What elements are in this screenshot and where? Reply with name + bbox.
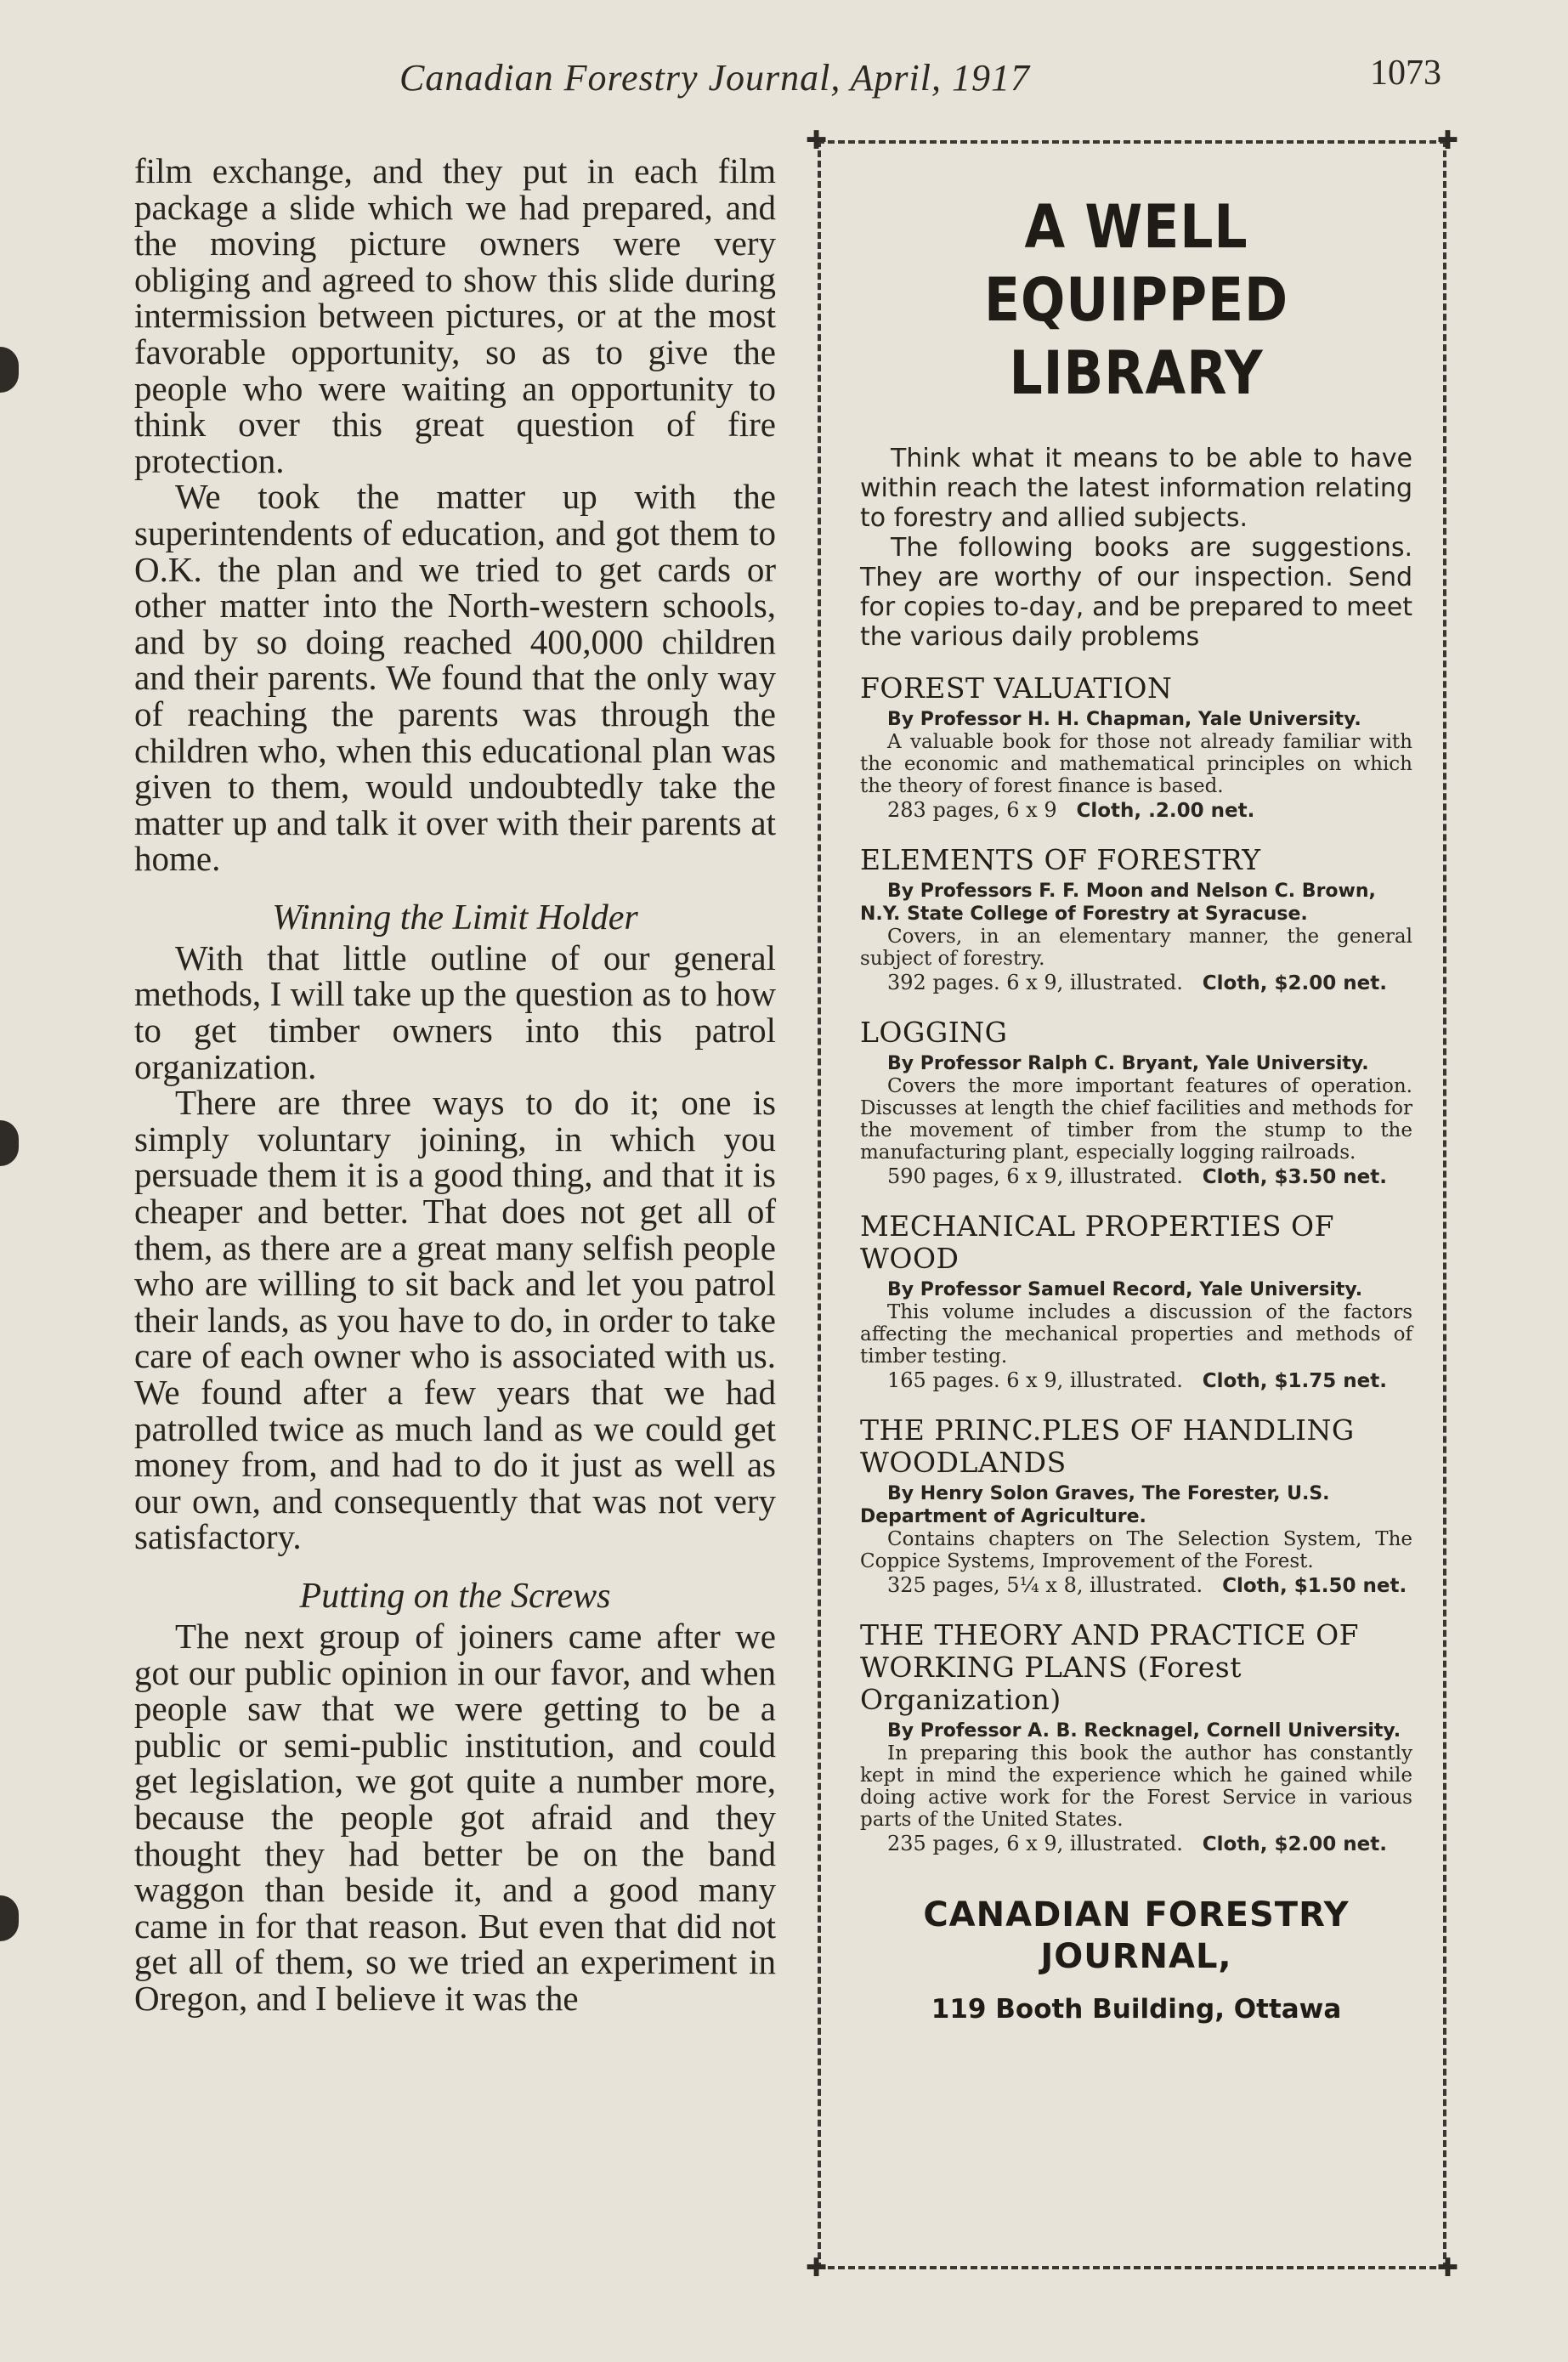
running-head: Canadian Forestry Journal, April, 1917 <box>399 57 1030 99</box>
book-price: Cloth, .2.00 net. <box>1076 800 1255 822</box>
section-heading: Winning the Limit Holder <box>272 898 638 937</box>
book-price-line <box>860 1164 1412 1190</box>
publisher-name-cont: JOURNAL, <box>1040 1937 1232 1976</box>
article-column <box>134 153 776 2017</box>
page-number: 1073 <box>1370 54 1441 93</box>
publisher-name: CANADIAN FORESTRY <box>923 1895 1350 1934</box>
book-price-line <box>860 1572 1412 1599</box>
book-description: Covers, in an elementary manner, the general subject of forestry. <box>860 926 1412 970</box>
book-pages: 325 pages, 5¼ x 8, illustrated. <box>887 1573 1203 1597</box>
book-price-line <box>860 970 1412 996</box>
book-author: By Professors F. F. Moon and Nelson C. Brown, N.Y. State College of Forestry at Syracuse. <box>860 881 1376 925</box>
ad-headline <box>893 190 1379 410</box>
ad-intro: Think what it means to be able to have within reach the latest information relating to forestry and allied subjects. <box>860 444 1412 533</box>
book-description: In preparing this book the author has constantly kept in mind the experience which he gained while doing active work for the Forest Service in various parts of the United States. <box>860 1742 1412 1831</box>
book-pages: 235 pages, 6 x 9, illustrated. <box>887 1832 1183 1855</box>
book-description: Covers the more important features of operation. Discusses at length the chief facilities and methods for the movement of timber from the stump to the manufacturing plant, especially logging railroads. <box>860 1075 1412 1164</box>
book-author: By Professor H. H. Chapman, Yale University. <box>887 709 1361 730</box>
book-author: By Professor Samuel Record, Yale University. <box>887 1279 1363 1300</box>
ornament-cross-icon: ✚ <box>1436 2253 1458 2283</box>
book-price-line <box>860 797 1412 824</box>
book-listing <box>860 1414 1412 1599</box>
section-heading: Putting on the Screws <box>299 1576 611 1616</box>
article-paragraph: The next group of joiners came after we got our public opinion in our favor, and when people saw that we were getting to be a public or semi-public institution, and could get legislation, we got quite a number more, because the people got afraid and they thought they had better be on the band waggon than beside it, and a good many came in for that reason. But even that did not get all of them, so we tried an experiment in Oregon, and I believe it was the <box>134 1616 776 2018</box>
article-paragraph: With that little outline of our general methods, I will take up the question as to how to get timber owners into this patrol organization. <box>134 937 776 1086</box>
book-author: By Professor Ralph C. Bryant, Yale University. <box>887 1053 1369 1074</box>
binding-hole-mark <box>0 347 19 393</box>
book-price: Cloth, $2.00 net. <box>1202 972 1387 994</box>
book-price: Cloth, $2.00 net. <box>1202 1833 1387 1855</box>
publisher-street-address: 119 Booth Building, Ottawa <box>931 1994 1342 2025</box>
book-price: Cloth, $1.50 net. <box>1222 1575 1407 1597</box>
book-price: Cloth, $3.50 net. <box>1202 1166 1387 1188</box>
ad-content <box>860 190 1412 2032</box>
book-price-line <box>860 1368 1412 1394</box>
book-price-line <box>860 1831 1412 1857</box>
ornament-cross-icon: ✚ <box>806 2253 828 2283</box>
book-pages: 392 pages. 6 x 9, illustrated. <box>887 971 1183 994</box>
ad-headline-line: LIBRARY <box>1009 338 1264 408</box>
book-title: THE PRINC.PLES OF HANDLING WOODLANDS <box>860 1413 1355 1479</box>
book-author: By Professor A. B. Recknagel, Cornell University. <box>887 1720 1401 1742</box>
book-description: A valuable book for those not already familiar with the economic and mathematical principles on which the theory of forest finance is based. <box>860 731 1412 797</box>
library-advertisement <box>806 126 1458 2283</box>
ad-headline-line: A WELL EQUIPPED <box>984 192 1288 335</box>
ornament-cross-icon: ✚ <box>1436 126 1458 156</box>
book-pages: 283 pages, 6 x 9 <box>887 798 1057 822</box>
book-listing <box>860 1619 1412 1857</box>
book-title: ELEMENTS OF FORESTRY <box>860 843 1261 876</box>
binding-hole-mark <box>0 1895 19 1941</box>
book-description: Contains chapters on The Selection System, The Coppice Systems, Improvement of the Forest. <box>860 1528 1412 1572</box>
book-listing <box>860 1017 1412 1190</box>
article-paragraph: We took the matter up with the superintendents of education, and got them to O.K. the plan and we tried to get cards or other matter into the North-western schools, and by so doing reached 400,000 children and their parents. We found that the only way of reaching the parents was through the children who, when this educational plan was given to them, would undoubtedly take the matter up and talk it over with their parents at home. <box>134 477 776 879</box>
book-title: MECHANICAL PROPERTIES OF WOOD <box>860 1209 1334 1275</box>
publisher-address <box>860 1895 1412 2032</box>
book-price: Cloth, $1.75 net. <box>1202 1370 1387 1392</box>
ornament-cross-icon: ✚ <box>806 126 828 156</box>
book-pages: 590 pages, 6 x 9, illustrated. <box>887 1164 1183 1188</box>
ad-intro: The following books are suggestions. They are worthy of our inspection. Send for copies to-day, and be prepared to meet the various daily problems <box>860 533 1412 652</box>
book-listing <box>860 1210 1412 1394</box>
book-pages: 165 pages. 6 x 9, illustrated. <box>887 1368 1183 1392</box>
book-author: By Henry Solon Graves, The Forester, U.S. Department of Agriculture. <box>860 1483 1330 1527</box>
book-title: FOREST VALUATION <box>860 671 1173 705</box>
article-paragraph: film exchange, and they put in each film package a slide which we had prepared, and the moving picture owners were very obliging and agreed to show this slide during intermission between pictures, or at the most favorable opportunity, so as to give the people who were waiting an opportunity to think over this great question of fire protection. <box>134 151 776 480</box>
article-paragraph: There are three ways to do it; one is simply voluntary joining, in which you persuade them it is a good thing, and that it is cheaper and better. That does not get all of them, as there are a great many selfish people who are willing to sit back and let you patrol their lands, as you have to do, in order to take care of each owner who is associated with us. We found after a few years that we had patrolled twice as much land as we could get money from, and had to do it just as well as our own, and consequently that was not very satisfactory. <box>134 1083 776 1557</box>
book-title: THE THEORY AND PRACTICE OF WORKING PLANS (Forest Organization) <box>860 1618 1360 1716</box>
binding-hole-mark <box>0 1120 19 1166</box>
book-listing <box>860 844 1412 996</box>
book-description: This volume includes a discussion of the factors affecting the mechanical properties and methods of timber testing. <box>860 1301 1412 1368</box>
book-title: LOGGING <box>860 1016 1008 1049</box>
book-listing <box>860 672 1412 824</box>
